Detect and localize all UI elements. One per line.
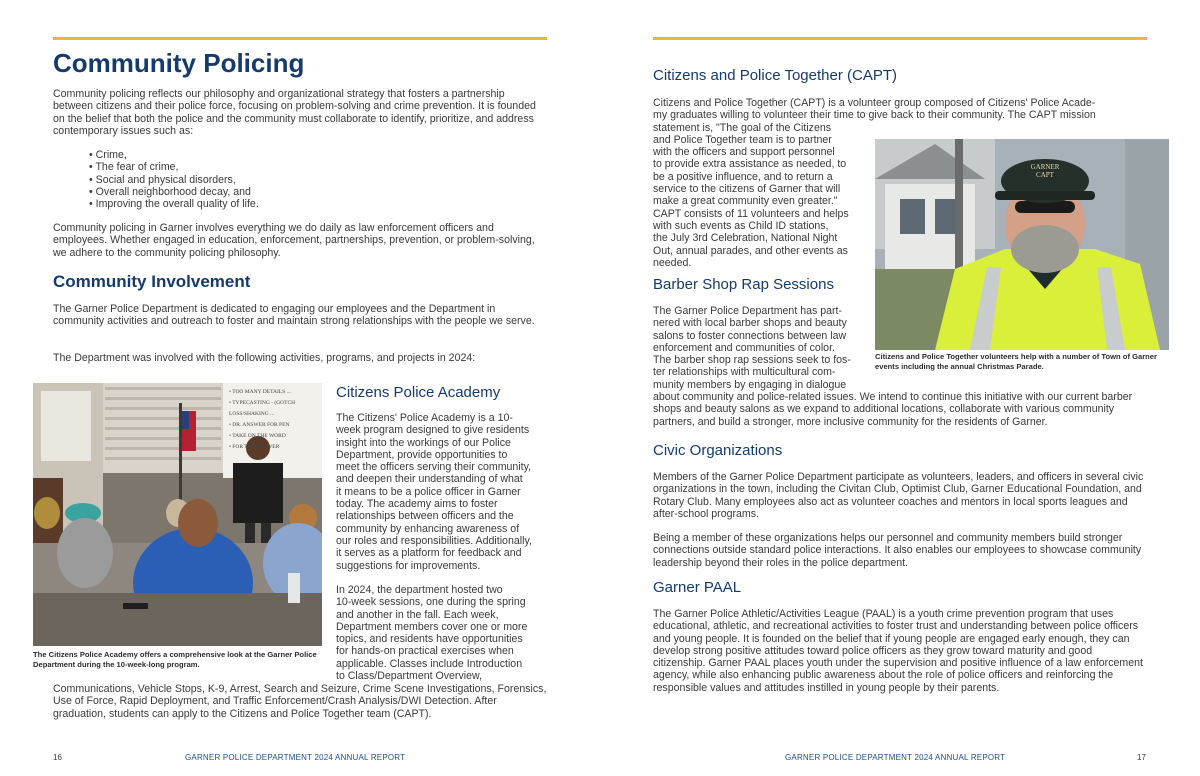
volunteer-illustration bbox=[875, 139, 1169, 350]
text-line: week program designed to give residents bbox=[336, 424, 530, 437]
text-line: In 2024, the department hosted two bbox=[336, 584, 503, 596]
capt-paragraph-full bbox=[653, 97, 1147, 122]
text-line: service to the citizens of Garner that will bbox=[653, 183, 841, 196]
slide-line: • FOR THE ANSWER bbox=[229, 444, 280, 450]
text-line: to Class/Department Overview, bbox=[336, 670, 483, 683]
list-item: • Crime, bbox=[89, 149, 127, 161]
section-heading-garner-paal: Garner PAAL bbox=[653, 579, 742, 596]
slide-line: • TAKE ON THE WORD bbox=[229, 433, 286, 439]
capt-photo-caption: Citizens and Police Together volunteers help with a number of Town of Garner events including the annual Christmas Parade. bbox=[875, 352, 1157, 371]
issues-list bbox=[89, 149, 259, 210]
capt-paragraph-narrow bbox=[653, 122, 868, 270]
footer-report-title: GARNER POLICE DEPARTMENT 2024 ANNUAL REPORT bbox=[785, 753, 1006, 762]
section-heading-citizens-police-academy: Citizens Police Academy bbox=[336, 384, 501, 401]
text-line: it serves as a platform for feedback and bbox=[336, 547, 522, 560]
text-line: Department, provide opportunities to bbox=[336, 448, 508, 461]
text-line: topics, and residents have opportunities bbox=[336, 633, 523, 646]
academy-paragraph-2 bbox=[336, 584, 551, 682]
text-line: Out, annual parades, and other events as bbox=[653, 244, 848, 257]
footer-report-title: GARNER POLICE DEPARTMENT 2024 ANNUAL REPORT bbox=[185, 753, 406, 762]
text-line: make a great community even greater." bbox=[653, 195, 838, 208]
text-line: today. The academy aims to foster bbox=[336, 498, 498, 511]
barber-paragraph-continued: about community and police-related issues. We intend to continue this initiative with our current barber shops and beauty salons as we expand to additional locations, collaborate with various community partners, and build a stronger, more inclusive community for the residents of Garner. bbox=[653, 391, 1133, 428]
list-item: • Social and physical disorders, bbox=[89, 173, 236, 186]
text-line: applicable. Classes include Introduction bbox=[336, 657, 523, 670]
page-number: 17 bbox=[1137, 753, 1146, 762]
involvement-paragraph-2: The Department was involved with the following activities, programs, and projects in 2024: bbox=[53, 352, 476, 364]
text-line: ter relationships with multicultural com- bbox=[653, 366, 836, 379]
barber-paragraph-narrow bbox=[653, 305, 868, 391]
text-line: The Garner Police Department has part- bbox=[653, 305, 843, 317]
paal-paragraph: The Garner Police Athletic/Activities League (PAAL) is a youth crime prevention program that uses educational, athletic, and recreational activities to foster trust and understanding between police officers and young people. It is founded on the belief that if young people are engaged early enough, they can develop strong positive attitudes toward police officers as they grow toward maturity and good citizenship. Garner PAAL places youth under the supervision and positive influence of a law enforcement agency, while also enhancing public awareness about the role of police officers and reinforcing the responsible values and attitudes instilled in young people by their parents. bbox=[653, 608, 1143, 694]
academy-photo-caption: The Citizens Police Academy offers a comprehensive look at the Garner Police Department during the 10-week-long program. bbox=[33, 650, 317, 669]
text-line: munity members by engaging in dialogue bbox=[653, 378, 847, 391]
top-accent-rule bbox=[653, 37, 1147, 40]
list-item: • Overall neighborhood decay, and bbox=[89, 185, 251, 198]
text-line: and another in the fall. Each week, bbox=[336, 608, 499, 621]
text-line: needed. bbox=[653, 256, 692, 269]
capt-volunteer-photo bbox=[875, 139, 1169, 350]
text-line: statement is, "The goal of the Citizens bbox=[653, 121, 832, 134]
page-title: Community Policing bbox=[53, 48, 305, 78]
text-line: meet the officers serving their community, bbox=[336, 461, 532, 474]
text-line: be a positive influence, and to return a bbox=[653, 170, 833, 183]
text-line: relationships between officers and the bbox=[336, 510, 514, 523]
text-line: my graduates willing to volunteer their time to give back to their community. The CAPT mission bbox=[653, 109, 1096, 122]
academy-paragraph-2-continued: Communications, Vehicle Stops, K-9, Arrest, Search and Seizure, Crime Scene Investigations, Forensics, Use of Force, Rapid Deployment, and Traffic Enforcement/Crash Analysis/DWI Detection. After graduation, students can apply to the Citizens and Police Together team (CAPT). bbox=[53, 683, 547, 720]
garner-paragraph: Community policing in Garner involves everything we do daily as law enforcement officers and employees. Whether engaged in education, enforcement, partnerships, prevention, or problem-solving, we adhere to the community policing philosophy. bbox=[53, 222, 535, 259]
citizens-police-academy-photo bbox=[33, 383, 322, 646]
text-line: the July 3rd Celebration, National Night bbox=[653, 232, 838, 245]
hat-logo-text: GARNER CAPT bbox=[1030, 163, 1060, 179]
slide-line: • TOO MANY DETAILS ... bbox=[229, 389, 291, 395]
text-line: community by enhancing awareness of bbox=[336, 522, 520, 535]
text-line: it means to be a police officer in Garner bbox=[336, 485, 521, 498]
text-line: with such events as Child ID stations, bbox=[653, 219, 829, 232]
section-heading-barber-shop: Barber Shop Rap Sessions bbox=[653, 276, 834, 293]
text-line: and deepen their understanding of what bbox=[336, 473, 523, 486]
text-line: nered with local barber shops and beauty bbox=[653, 317, 847, 330]
text-line: suggestions for improvements. bbox=[336, 559, 481, 572]
list-item: • Improving the overall quality of life. bbox=[89, 198, 259, 211]
slide-line: • DR. ANSWER FOR PEN bbox=[229, 422, 290, 428]
academy-paragraph-1 bbox=[336, 412, 551, 572]
civic-paragraph-1: Members of the Garner Police Department participate as volunteers, leaders, and officers in several civic organizations in the town, including the Civitan Club, Optimist Club, Garner Educational Foundation, and Rotary Club. Many employees also act as volunteer coaches and mentors in local sports leagues and after-school programs. bbox=[653, 471, 1144, 520]
text-line: The barber shop rap sessions seek to fos- bbox=[653, 354, 851, 367]
text-line: to provide extra assistance as needed, to bbox=[653, 158, 847, 171]
involvement-paragraph-1: The Garner Police Department is dedicated to engaging our employees and the Department in community activities and outreach to foster and maintain strong relationships with the people we serve. bbox=[53, 303, 535, 328]
section-heading-community-involvement: Community Involvement bbox=[53, 272, 251, 291]
text-line: salons to foster connections between law bbox=[653, 329, 847, 342]
text-line: our roles and responsibilities. Additionally, bbox=[336, 534, 532, 547]
text-line: and Police Together team is to partner bbox=[653, 133, 832, 146]
text-line: Department members cover one or more bbox=[336, 620, 528, 633]
text-line: 10-week sessions, one during the spring bbox=[336, 596, 526, 609]
page-number: 16 bbox=[53, 753, 62, 762]
right-page bbox=[600, 0, 1200, 776]
presentation-slide-text bbox=[229, 387, 321, 453]
text-line: with the officers and support personnel bbox=[653, 146, 835, 159]
text-line: The Citizens' Police Academy is a 10- bbox=[336, 412, 513, 424]
intro-paragraph: Community policing reflects our philosophy and organizational strategy that fosters a partnership between citizens and their police force, focusing on problem-solving and crime prevention. It is founded on the belief that both the police and the community must collaborate to identify, prioritize, and address contemporary issues such as: bbox=[53, 88, 536, 137]
slide-line: LOSS/SHAKING ... bbox=[229, 411, 275, 417]
section-heading-capt: Citizens and Police Together (CAPT) bbox=[653, 67, 897, 84]
list-item: • The fear of crime, bbox=[89, 161, 179, 174]
slide-line: • TYPECASTING - (GOTCH bbox=[229, 400, 296, 406]
text-line: enforcement and communities of color. bbox=[653, 341, 835, 354]
civic-paragraph-2: Being a member of these organizations helps our personnel and community members build stronger connections outside standard police interactions. It also enables our employees to showcase community leadership beyond their roles in the police department. bbox=[653, 532, 1142, 569]
text-line: for hands-on practical exercises when bbox=[336, 645, 514, 658]
section-heading-civic-organizations: Civic Organizations bbox=[653, 442, 783, 459]
text-line: CAPT consists of 11 volunteers and helps bbox=[653, 207, 849, 220]
text-line: Citizens and Police Together (CAPT) is a volunteer group composed of Citizens' Police Acade- bbox=[653, 97, 1096, 109]
text-line: insight into the workings of our Police bbox=[336, 436, 511, 449]
top-accent-rule bbox=[53, 37, 547, 40]
